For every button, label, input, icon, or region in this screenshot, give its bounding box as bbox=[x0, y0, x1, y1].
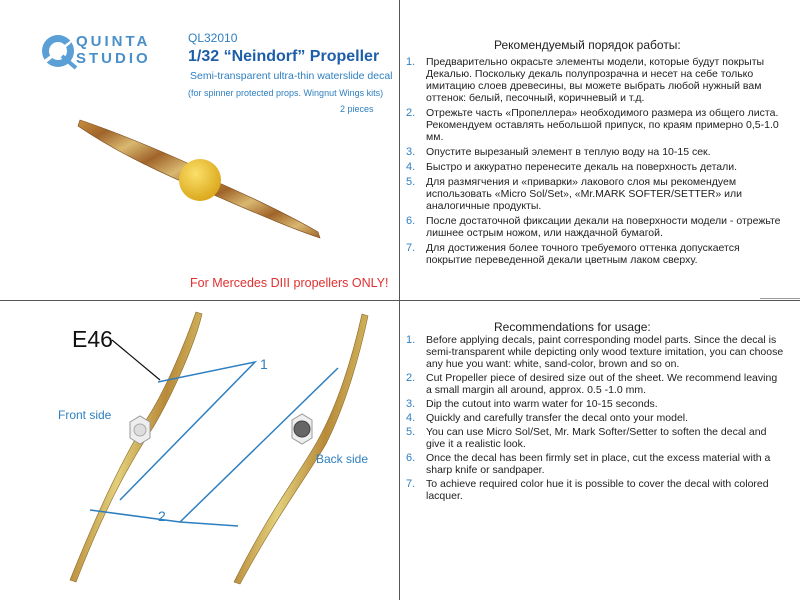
list-item: 7. Для достижения более точного требуемого оттенка допускается покрытие переведенной декали цветным лаком сверху. bbox=[406, 242, 740, 266]
spinner-icon bbox=[179, 159, 221, 201]
part-code-label: E46 bbox=[72, 326, 113, 352]
list-item: 4. Quickly and carefully transfer the decal onto your model. bbox=[406, 412, 689, 424]
propeller-illustration-bottom bbox=[0, 300, 400, 600]
front-side-label: Front side bbox=[58, 408, 112, 422]
list-item: 4. Быстро и аккуратно перенесите декаль на поверхность детали. bbox=[406, 161, 738, 173]
list-item: 3. Dip the cutout into warm water for 10-15 seconds. bbox=[406, 398, 658, 410]
list-item: 5. Для размягчения и «приварки» лакового слоя мы рекомендуем использовать «Micro Sol/Set», «Mr.MARK SOFTER/SETTER» или аналогичные продукты. bbox=[406, 176, 742, 212]
part-leader-line bbox=[112, 340, 160, 380]
product-subtitle: Semi-transparent ultra-thin waterslide decal bbox=[190, 70, 393, 82]
logo-line-1: QUINTA bbox=[76, 33, 151, 50]
list-item: 6. После достаточной фиксации декали на поверхности модели - отрежьте лишнее острым ножом, или наждачной бумагой. bbox=[406, 215, 781, 239]
product-note: (for spinner protected props. Wingnut Wings kits) bbox=[188, 88, 384, 98]
list-item: 1. Before applying decals, paint corresponding model parts. Since the decal is semi-transparent while depicting only wood texture imitation, you can choose any hue you want: white, sand-color, brown and so on. bbox=[406, 334, 784, 370]
en-instructions-list bbox=[404, 334, 784, 504]
list-item: 1. Предварительно окрасьте элементы модели, которые будут покрыты Декалью. Поскольку декаль полупрозрачна и несет на себе только имитацию слоев древесины, вы можете выбрать любой нужный вам оттенок: белый, песочный, коричневый и т.д. bbox=[406, 56, 765, 104]
en-heading: Recommendations for usage: bbox=[494, 320, 651, 334]
list-item: 2. Отрежьте часть «Пропеллера» необходимого размера из общего листа. Рекомендуем оставлять небольшой припуск, по краям примерно 0,5-1.0 мм. bbox=[406, 107, 779, 143]
product-code: QL32010 bbox=[188, 31, 238, 45]
callout-1-label: 1 bbox=[260, 356, 268, 372]
ru-heading: Рекомендуемый порядок работы: bbox=[494, 38, 681, 52]
ru-instructions-list bbox=[404, 56, 784, 269]
logo-line-2: STUDIO bbox=[76, 50, 151, 67]
list-item: 5. You can use Micro Sol/Set, Mr. Mark Softer/Setter to soften the decal and give it a realistic look. bbox=[406, 426, 767, 450]
list-item: 7. To achieve required color hue it is possible to cover the decal with colored lacquer. bbox=[406, 478, 769, 502]
warning-text: For Mercedes DIII propellers ONLY! bbox=[190, 276, 389, 290]
list-item: 6. Once the decal has been firmly set in place, cut the excess material with a sharp knife or sandpaper. bbox=[406, 452, 771, 476]
list-item: 2. Cut Propeller piece of desired size out of the sheet. We recommend leaving a small margin all around, approx. 0.5 -1.0 mm. bbox=[406, 372, 778, 396]
list-item: 3. Опустите вырезаный элемент в теплую воду на 10-15 сек. bbox=[406, 146, 711, 158]
horizontal-divider-stub bbox=[760, 298, 800, 299]
propeller-illustration-top bbox=[0, 0, 400, 300]
pieces-count: 2 pieces bbox=[340, 104, 374, 114]
callout-2-label: 2 bbox=[158, 508, 166, 524]
back-side-label: Back side bbox=[316, 452, 369, 466]
product-title: 1/32 “Neindorf” Propeller bbox=[188, 48, 380, 65]
